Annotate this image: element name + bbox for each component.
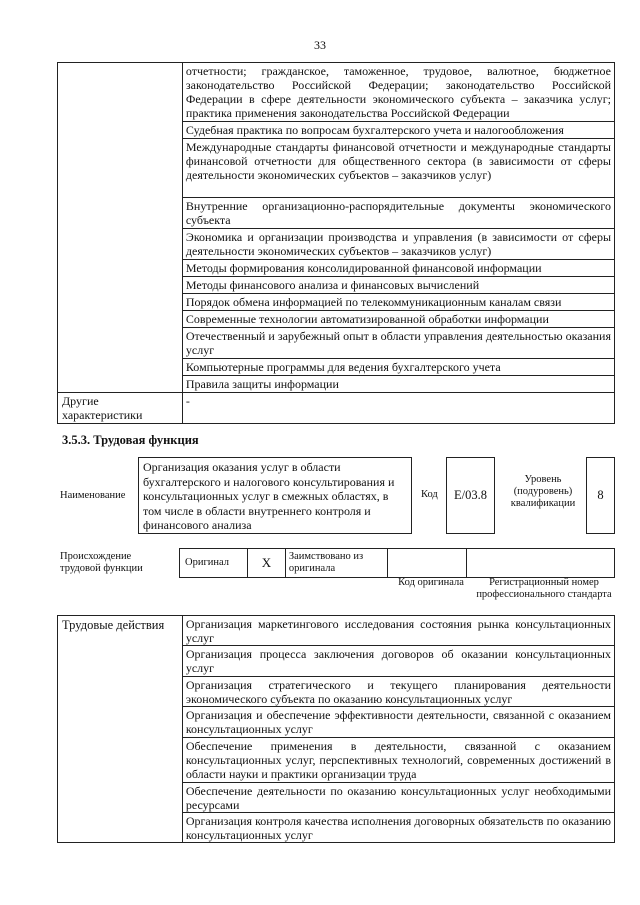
code-caption: Код оригинала <box>398 577 464 588</box>
knowledge-item: отчетности; гражданское, таможенное, трудовое, валютное, бюджетное законодательство Российской Федерации; законодательство Российской Федерации в сфере деятельности экономического субъекта – заказчика услуг; практика применения законодательства Российской Федерации <box>182 63 614 122</box>
origin-label: Происхождение трудовой функции <box>60 551 143 574</box>
action-item: Организация стратегического и текущего планирования деятельности экономического субъекта по оказанию консультационных услуг <box>182 677 614 707</box>
actions-label: Трудовые действия <box>58 616 183 843</box>
knowledge-table <box>57 62 615 424</box>
knowledge-item: Правила защиты информации <box>182 376 614 393</box>
table-row <box>58 616 615 646</box>
action-item: Организация процесса заключения договоров об оказании консультационных услуг <box>182 646 614 677</box>
action-item: Организация контроля качества исполнения договорных обязательств по оказанию консультационных услуг <box>182 813 614 843</box>
original-mark: X <box>247 549 285 578</box>
knowledge-item: Порядок обмена информацией по телекоммуникационным каналам связи <box>182 294 614 311</box>
actions-table <box>57 615 615 843</box>
knowledge-label-cell <box>58 63 183 393</box>
original-label: Оригинал <box>180 549 248 578</box>
level-box <box>586 457 615 534</box>
code-label: Код <box>421 489 438 500</box>
level-label: Уровень (подуровень) квалификации <box>510 474 576 509</box>
action-item: Обеспечение деятельности по оказанию консультационных услуг необходимыми ресурсами <box>182 783 614 813</box>
knowledge-item: Экономика и организации производства и управления (в зависимости от сферы деятельности экономических субъектов – заказчиков услуг) <box>182 229 614 260</box>
knowledge-item: Международные стандарты финансовой отчетности и международные стандарты финансовой отчетности для общественного сектора (в зависимости от сферы деятельности экономических субъектов – заказчиков услуг) <box>182 139 614 198</box>
borrowed-label: Заимствовано из оригинала <box>285 549 387 578</box>
function-name-box <box>138 457 412 534</box>
reg-number-cell <box>467 549 615 578</box>
other-characteristics-label: Другие характеристики <box>58 393 183 424</box>
table-row <box>180 549 615 578</box>
table-row <box>58 63 615 122</box>
name-label: Наименование <box>60 490 126 501</box>
knowledge-item: Судебная практика по вопросам бухгалтерского учета и налогообложения <box>182 122 614 139</box>
table-row <box>58 393 615 424</box>
knowledge-item: Компьютерные программы для ведения бухгалтерского учета <box>182 359 614 376</box>
other-characteristics-value: - <box>182 393 614 424</box>
reg-caption: Регистрационный номер профессионального стандарта <box>476 577 612 600</box>
knowledge-item: Современные технологии автоматизированной обработки информации <box>182 311 614 328</box>
action-item: Обеспечение применения в деятельности, связанной с оказанием консультационных услуг, перспективных технологий, современных достижений в области науки и практики организации труда <box>182 738 614 783</box>
knowledge-item: Методы формирования консолидированной финансовой информации <box>182 260 614 277</box>
knowledge-item: Отечественный и зарубежный опыт в области управления деятельностью оказания услуг <box>182 328 614 359</box>
origin-table <box>179 548 615 578</box>
action-item: Организация и обеспечение эффективности деятельности, связанной с оказанием консультационных услуг <box>182 707 614 738</box>
page-number: 33 <box>314 38 326 52</box>
knowledge-item: Методы финансового анализа и финансовых вычислений <box>182 277 614 294</box>
level-value: 8 <box>597 488 604 502</box>
knowledge-item: Внутренние организационно-распорядительные документы экономического субъекта <box>182 198 614 229</box>
function-name: Организация оказания услуг в области бухгалтерского и налогового консультирования и консультационных услуг в смежных областях, в том числе в области внутреннего контроля и финансового анализа <box>143 460 395 532</box>
action-item: Организация маркетингового исследования состояния рынка консультационных услуг <box>182 616 614 646</box>
code-box <box>446 457 495 534</box>
section-heading: 3.5.3. Трудовая функция <box>62 433 199 447</box>
code-value: E/03.8 <box>454 488 487 502</box>
original-code-cell <box>387 549 467 578</box>
